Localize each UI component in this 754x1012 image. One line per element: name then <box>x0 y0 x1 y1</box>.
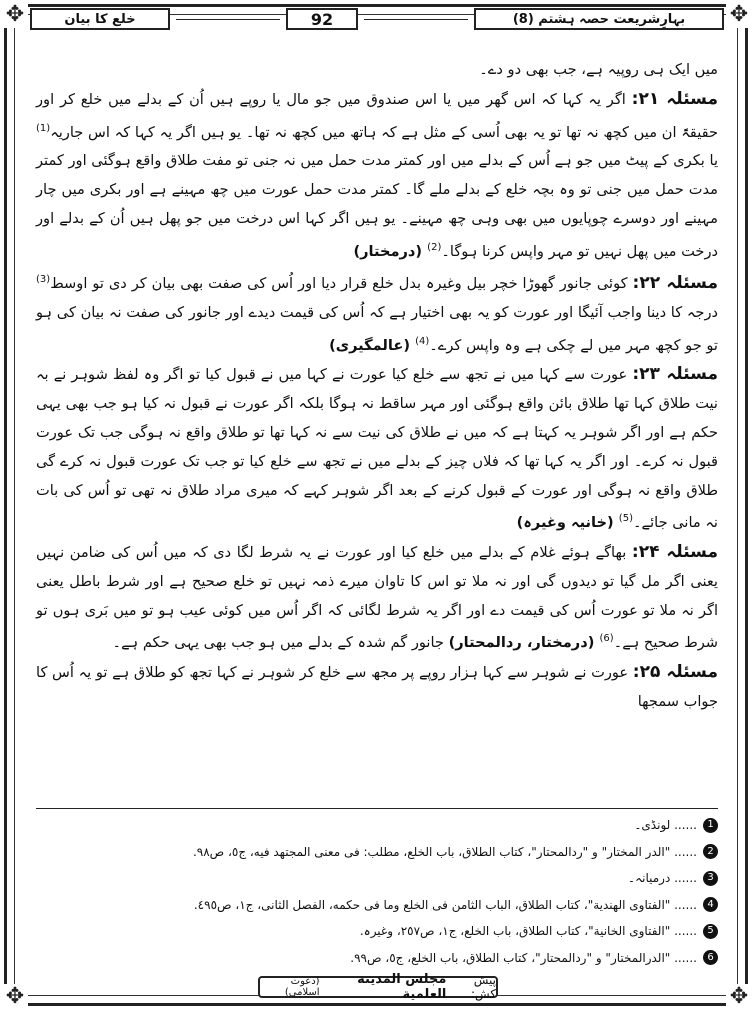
corner-ornament-icon: ✥ <box>2 984 28 1010</box>
footnote-ref[interactable]: (5) <box>618 513 633 525</box>
book-title: بہارِشریعت حصہ ہشتم (8) <box>474 8 724 30</box>
page-header <box>30 6 724 32</box>
footnote-item <box>36 865 718 892</box>
source-citation: (درمختار) <box>353 242 428 260</box>
masala-text: درجہ کا دینا واجب آئیگا اور عورت کو یہ بھی اختیار ہے کہ اُس کی قیمت دیدے اور جانور کی صفت نہ بیان کی ہو تو جو کچھ مہر میں لے چکی ہے وہ واپس کرے۔ <box>36 303 718 354</box>
header-divider <box>364 19 468 20</box>
footnote-ref[interactable]: (6) <box>599 633 614 645</box>
footnote-text: ...... درمیانہ۔ <box>628 871 697 885</box>
footnote-number: 4 <box>703 897 718 912</box>
source-citation: (درمختار، ردالمحتار) <box>448 634 600 652</box>
corner-ornament-icon: ✥ <box>726 2 752 28</box>
footnote-number: 3 <box>703 871 718 886</box>
corner-ornament-icon: ✥ <box>726 984 752 1010</box>
footnote-item <box>36 812 718 839</box>
footnote-item <box>36 892 718 919</box>
footnote-item <box>36 945 718 972</box>
masala-text: عورت سے کہا میں نے تجھ سے خلع کیا عورت نے کہا میں نے قبول کیا تو اگر وہ لفظ شوہر نے بہ نیت طلاق کہا تھا طلاق بائن واقع ہوگئی اور مہر ساقط نہ ہوگا بلکہ اگر عورت نے قبول نہ کیا ہو جب بھی یہی حکم ہے اور اگر شوہر یہ کہتا ہے کہ میں نے طلاق کی نیت سے نہ کہا تھا تو طلاق واقع نہ ہوگی جب تک عورت قبول نہ کرے۔ اور اگر یہ کہا تھا کہ فلاں چیز کے بدلے میں نے تجھ سے خلع کیا تو جب تک عورت قبول نہ کرے گی طلاق واقع نہ ہوگی اور عورت کے قبول کرنے کے بعد اگر شوہر کہے کہ میری مراد طلاق نہ تھی تو اُس کی بات نہ مانی جائے۔ <box>36 366 718 532</box>
masala-label: مسئلہ ۲۵: <box>632 662 718 683</box>
footnote-number: 5 <box>703 924 718 939</box>
masala-label: مسئلہ ۲۳: <box>632 364 718 385</box>
masala-label: مسئلہ ۲۱: <box>631 88 718 109</box>
masala-25 <box>36 658 718 717</box>
footer-prefix: پیش کش: <box>470 973 496 1001</box>
footnote-ref[interactable]: (1) <box>36 122 51 134</box>
source-citation: (خانیہ وغیرہ) <box>516 514 619 532</box>
masala-23 <box>36 360 718 538</box>
footnote-text: ...... "الدر المختار" و "ردالمحتار"، کتاب الطلاق، باب الخلع، مطلب: فی معنی المجتهد فیه، ج٥، ص٩٨. <box>192 844 697 859</box>
corner-ornament-icon: ✥ <box>2 2 28 28</box>
page-number: 92 <box>286 8 358 30</box>
masala-text: کوئی جانور گھوڑا خچر بیل وغیرہ بدل خلع قرار دیا اور اُس کی صفت بھی بیان کر دی تو اوسط <box>50 275 633 293</box>
footnote-item <box>36 839 718 866</box>
masala-22 <box>36 266 718 360</box>
masala-label: مسئلہ ۲۲: <box>632 273 718 294</box>
footnote-number: 1 <box>703 818 718 833</box>
footnote-number: 6 <box>703 950 718 965</box>
paragraph-continuation: میں ایک ہی روپیہ ہے، جب بھی دو دے۔ <box>479 61 718 78</box>
masala-21 <box>36 85 718 267</box>
masala-text: بھاگے ہوئے غلام کے بدلے میں خلع کیا اور عورت نے یہ شرط لگا دی کہ میں اُس کی ضامن نہیں یعنی اگر مل گیا تو دیدوں گی اور نہ ملا تو اس کا تاوان میرے ذمہ نہیں تو خلع صحیح ہے اور شرط باطل یعنی اگر نہ ملا تو عورت اُس کی قیمت دے اور اگر یہ شرط لگائی کہ اگر اُس میں کوئی عیب ہو تو میں بَری ہوں تو شرط صحیح ہے۔ <box>36 544 718 652</box>
publisher-footer <box>258 972 498 1002</box>
masala-text: جانور گم شدہ کے بدلے میں ہو جب بھی یہی حکم ہے۔ <box>112 634 449 652</box>
footnote-text: ...... "الفتاوی الخانیة"، کتاب الطلاق، باب الخلع، ج١، ص٢٥٧، وغیرہ. <box>359 924 697 938</box>
masala-text: یا بکری کے پیٹ میں جو ہے اُس کے بدلے میں اور کمتر مدت حمل میں نہ جنی تو مفت طلاق واقع ہوگئی اور کمتر مدت حمل میں جنی تو وہ بچہ خلع کے بدلے ملے گا۔ کمتر مدت حمل عورت میں چھ مہینے ہے اور بکری میں چار مہینے اور دوسرے چوپایوں میں بھی وہی چھ مہینے۔ یو ہیں اگر کہا اس درخت میں جو پھل ہیں اُن کے بدلے اور درخت میں پھل نہیں تو مہر واپس کرنا ہوگا۔ <box>36 152 718 260</box>
footnote-ref[interactable]: (2) <box>427 241 442 253</box>
source-citation: (عالمگیری) <box>329 336 416 354</box>
main-text <box>36 56 718 717</box>
footnote-number: 2 <box>703 844 718 859</box>
publisher-name: مجلس المدینة العلمیة <box>357 972 447 1002</box>
masala-text: عورت نے شوہر سے کہا ہزار روپے پر مجھ سے خلع کر شوہر نے کہا تجھ کو طلاق ہے تو یہ اُس کا جواب سمجھا <box>36 664 718 710</box>
footnote-divider <box>36 808 718 809</box>
footnote-ref[interactable]: (4) <box>415 335 430 347</box>
footnotes <box>36 812 718 971</box>
masala-text: اگر یہ کہا کہ اس گھر میں یا اس صندوق میں جو مال یا روپے ہیں اُن کے بدلے میں خلع کر اور حقیقۃً ان میں کچھ نہ تھا تو یہ بھی اُسی کے مثل ہے کہ ہاتھ میں کچھ نہ تھا۔ یو ہیں اگر یہ کہا کہ اس جاریہ <box>36 90 718 141</box>
header-divider <box>176 19 280 20</box>
footnote-text: ...... "الفتاوی الهندیة"، کتاب الطلاق، الباب الثامن فی الخلع وما فی حکمه، الفصل الثانی، ج١، ص٤٩٥. <box>193 897 697 912</box>
publisher-subtitle: (دعوت اسلامی) <box>284 976 320 998</box>
footnote-text: ...... لونڈی۔ <box>634 818 697 832</box>
masala-label: مسئلہ ۲۴: <box>631 542 718 563</box>
footnote-text: ...... "الدرالمختار" و "ردالمحتار"، کتاب الطلاق، باب الخلع، ج٥، ص٩٩. <box>350 950 697 965</box>
footnote-ref[interactable]: (3) <box>36 274 51 286</box>
chapter-title: خلع کا بیان <box>30 8 170 30</box>
footnote-item <box>36 918 718 945</box>
masala-24 <box>36 538 718 658</box>
